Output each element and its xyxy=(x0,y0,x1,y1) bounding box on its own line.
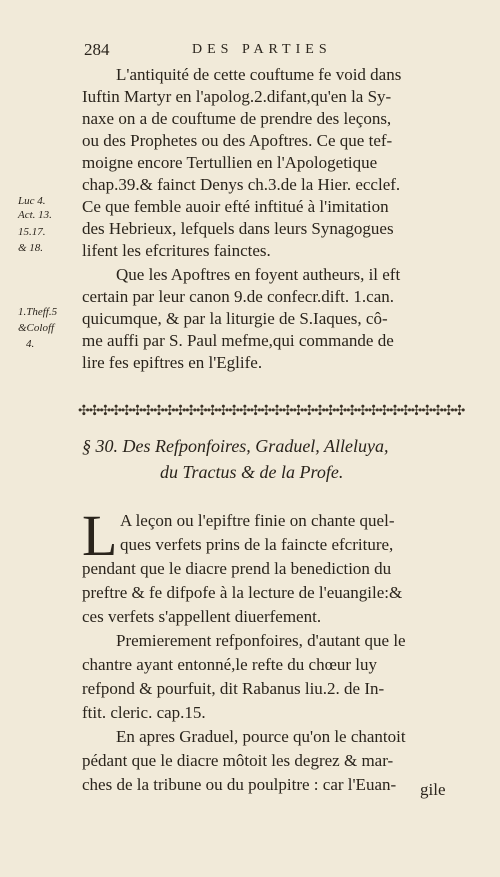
text-line: ou des Prophetes ou des Apoftres. Ce que tef- xyxy=(82,131,393,150)
margin-note: &Coloff xyxy=(18,322,55,334)
margin-note: Act. 13. xyxy=(18,209,52,221)
text-line: ftit. cleric. cap.15. xyxy=(82,703,206,722)
text-line: A leçon ou l'epiftre finie on chante quel- xyxy=(120,511,395,530)
text-line: ches de la tribune ou du poulpitre : car l'Euan- xyxy=(82,775,397,794)
text-line: En apres Graduel, pource qu'on le chantoit xyxy=(116,727,406,746)
text-line: chap.39.& fainct Denys ch.3.de la Hier. ecclef. xyxy=(82,175,401,194)
text-line: Ce que femble auoir efté inftitué à l'imitation xyxy=(82,197,389,216)
text-line: refpond & pourfuit, dit Rabanus liu.2. de In- xyxy=(82,679,385,698)
text-line: naxe on a de couftume de prendre des leçons, xyxy=(82,109,392,128)
margin-note: & 18. xyxy=(18,242,44,254)
page-header xyxy=(84,40,444,62)
text-line: des Hebrieux, lefquels dans leurs Synagogues xyxy=(82,219,394,238)
text-line: pédant que le diacre môtoit les degrez & mar- xyxy=(82,751,394,770)
text-line: Que les Apoftres en foyent autheurs, il eft xyxy=(116,265,401,284)
margin-note: 15.17. xyxy=(18,226,46,238)
drop-cap: L xyxy=(82,503,118,568)
text-line: preftre & fe difpofe à la lecture de l'euangile:& xyxy=(82,583,403,602)
text-line: ques verfets prins de la faincte efcriture, xyxy=(120,535,394,554)
page-number: 284 xyxy=(84,40,110,59)
text-line: lire fes epiftres en l'Eglife. xyxy=(82,353,263,372)
text-line: moigne encore Tertullien en l'Apologetique xyxy=(82,153,378,172)
running-title: DES PARTIES xyxy=(192,42,332,57)
margin-note: 4. xyxy=(26,338,35,350)
text-line: pendant que le diacre prend la benediction du xyxy=(82,559,392,578)
text-line: Premierement refponfoires, d'autant que le xyxy=(116,631,406,650)
margin-note: 1.Theff.5 xyxy=(18,306,58,318)
text-line: ces verfets s'appellent diuerfement. xyxy=(82,607,322,626)
text-line: quicumque, & par la liturgie de S.Iaques, cô- xyxy=(82,309,388,328)
text-line: certain par leur canon 9.de confecr.dift. 1.can. xyxy=(82,287,394,306)
section-heading: du Tractus & de la Profe. xyxy=(160,462,344,482)
text-line: me auffi par S. Paul mefme,qui commande de xyxy=(82,331,394,350)
text-line: lifent les efcritures fainctes. xyxy=(82,241,271,260)
text-line: chantre ayant entonné,le refte du chœur luy xyxy=(82,655,378,674)
margin-note: Luc 4. xyxy=(18,195,46,207)
ornamental-band: ✣✣✣✣✣✣✣✣✣✣✣✣✣✣✣✣✣✣✣✣✣✣✣✣✣✣✣✣✣✣✣✣✣✣✣✣ xyxy=(78,404,465,419)
catchword: gile xyxy=(420,780,446,799)
section-heading: § 30. Des Refponfoires, Graduel, Alleluya, xyxy=(82,436,389,456)
text-line: L'antiquité de cette couftume fe void dans xyxy=(116,65,402,84)
text-line: Iuftin Martyr en l'apolog.2.difant,qu'en la Sy- xyxy=(82,87,392,106)
